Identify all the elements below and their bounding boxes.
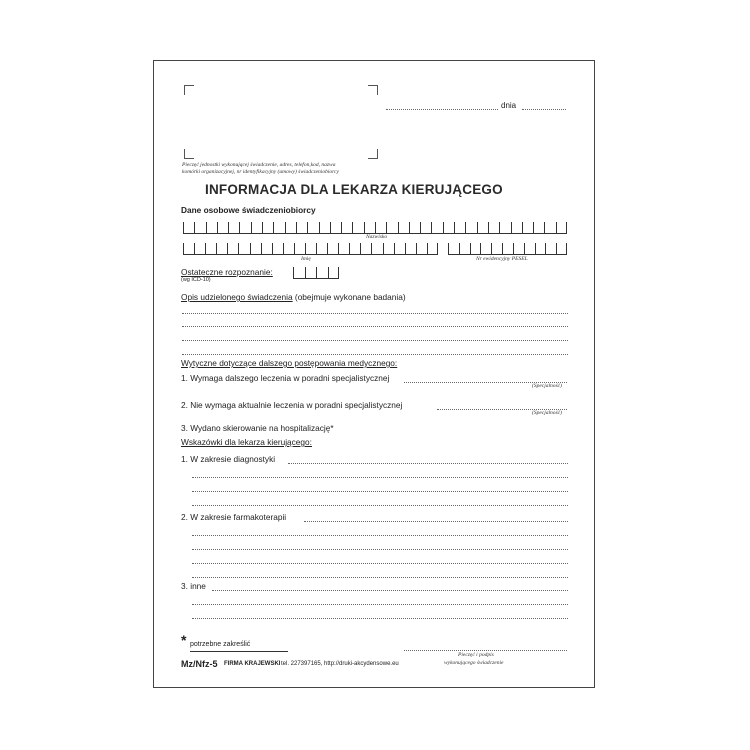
- stamp-corner-bottom-right: [368, 149, 378, 159]
- box-divider: [459, 243, 460, 254]
- box-divider: [375, 222, 376, 233]
- service-line-3[interactable]: [182, 340, 568, 341]
- stamp-corner-top-right: [368, 85, 378, 95]
- service-line-1[interactable]: [182, 313, 568, 314]
- box-divider: [228, 222, 229, 233]
- box-divider: [316, 267, 317, 278]
- box-divider: [250, 243, 251, 254]
- hint2-line-2[interactable]: [192, 535, 568, 536]
- box-divider: [261, 243, 262, 254]
- box-divider: [327, 243, 328, 254]
- form-code: Mz/Nfz-5: [181, 659, 218, 669]
- box-divider: [448, 243, 449, 254]
- box-divider: [535, 243, 536, 254]
- hint3-line-2[interactable]: [192, 604, 568, 605]
- box-divider: [394, 243, 395, 254]
- box-divider: [296, 222, 297, 233]
- box-divider: [360, 243, 361, 254]
- box-divider: [262, 222, 263, 233]
- box-divider: [341, 222, 342, 233]
- service-line-4[interactable]: [182, 354, 568, 355]
- box-divider: [307, 222, 308, 233]
- box-divider: [386, 222, 387, 233]
- pesel-boxes[interactable]: [448, 244, 567, 255]
- hint1-line-1[interactable]: [288, 463, 568, 464]
- company-name: FIRMA KRAJEWSKI: [224, 661, 281, 667]
- name-caption: Imię: [301, 256, 311, 262]
- box-divider: [405, 243, 406, 254]
- box-divider: [272, 243, 273, 254]
- hint3-line-3[interactable]: [192, 618, 568, 619]
- stamp-corner-bottom-left: [184, 149, 194, 159]
- hint1-line-2[interactable]: [192, 477, 568, 478]
- guideline-item-2: 2. Nie wymaga aktualnie leczenia w poradni specjalistycznej: [181, 400, 403, 410]
- hint2-line-1[interactable]: [304, 521, 568, 522]
- item1-specialty-caption: (Specjalność): [532, 383, 562, 389]
- box-divider: [480, 243, 481, 254]
- place-field[interactable]: [386, 109, 498, 110]
- box-divider: [491, 243, 492, 254]
- hints-heading: Wskazówki dla lekarza kierującego:: [181, 437, 312, 447]
- box-divider: [511, 222, 512, 233]
- signature-field[interactable]: [404, 650, 567, 651]
- box-divider: [338, 243, 339, 254]
- box-divider: [499, 222, 500, 233]
- box-divider: [416, 243, 417, 254]
- stamp-caption-line2: komórki organizacyjnej, nr identyfikacyjny (umowy) świadczeniobiorcy: [182, 169, 339, 175]
- box-divider: [437, 243, 438, 254]
- box-divider: [409, 222, 410, 233]
- diagnosis-label: Ostateczne rozpoznanie:: [181, 267, 273, 277]
- hint2-line-4[interactable]: [192, 563, 568, 564]
- box-divider: [305, 243, 306, 254]
- company-contact: tel. 227397165, http://druki-akcydensowe.eu: [281, 661, 399, 667]
- box-divider: [454, 222, 455, 233]
- signature-caption-line1: Pieczęć i podpis: [458, 652, 494, 658]
- box-divider: [544, 222, 545, 233]
- box-divider: [328, 267, 329, 278]
- box-divider: [556, 222, 557, 233]
- date-field[interactable]: [522, 109, 566, 110]
- hint1-line-4[interactable]: [192, 505, 568, 506]
- box-divider: [238, 243, 239, 254]
- hint2-line-5[interactable]: [192, 577, 568, 578]
- box-divider: [305, 267, 306, 278]
- hint-item-3: 3. inne: [181, 581, 206, 591]
- icd10-boxes[interactable]: [293, 268, 339, 279]
- box-divider: [338, 267, 339, 278]
- box-divider: [522, 222, 523, 233]
- form-title: INFORMACJA DLA LEKARZA KIERUJĄCEGO: [205, 182, 503, 197]
- footnote-rule: [190, 651, 288, 652]
- pesel-caption: Nr ewidencyjny PESEL: [476, 256, 528, 262]
- service-label: [181, 292, 406, 302]
- surname-boxes[interactable]: [183, 223, 567, 234]
- box-divider: [227, 243, 228, 254]
- hint1-line-3[interactable]: [192, 491, 568, 492]
- guideline-item-1: 1. Wymaga dalszego leczenia w poradni specjalistycznej: [181, 373, 390, 383]
- stamp-caption-line1: Pieczęć jednostki wykonującej świadczenie, adres, telefon,kod, nazwa: [182, 162, 336, 168]
- box-divider: [371, 243, 372, 254]
- box-divider: [524, 243, 525, 254]
- item2-specialty-caption: (Specjalność): [532, 410, 562, 416]
- service-label-main: Opis udzielonego świadczenia: [181, 292, 293, 302]
- box-divider: [398, 222, 399, 233]
- footnote-asterisk: *: [181, 632, 187, 648]
- form-page: [153, 60, 595, 688]
- box-divider: [545, 243, 546, 254]
- box-divider: [316, 243, 317, 254]
- box-divider: [556, 243, 557, 254]
- stamp-corner-top-left: [184, 85, 194, 95]
- service-label-note: (obejmuje wykonane badania): [292, 292, 406, 302]
- box-divider: [352, 222, 353, 233]
- box-divider: [330, 222, 331, 233]
- service-line-2[interactable]: [182, 326, 568, 327]
- box-divider: [293, 267, 294, 278]
- box-divider: [319, 222, 320, 233]
- box-divider: [431, 222, 432, 233]
- guideline-item-3: 3. Wydano skierowanie na hospitalizację*: [181, 423, 334, 433]
- box-divider: [566, 222, 567, 233]
- box-divider: [205, 243, 206, 254]
- box-divider: [194, 222, 195, 233]
- box-divider: [183, 222, 184, 233]
- box-divider: [216, 243, 217, 254]
- diagnosis-note: (wg ICD-10): [181, 277, 211, 283]
- hint-item-2: 2. W zakresie farmakoterapii: [181, 512, 287, 522]
- box-divider: [217, 222, 218, 233]
- box-divider: [251, 222, 252, 233]
- box-divider: [470, 243, 471, 254]
- personal-heading: Dane osobowe świadczeniobiorcy: [181, 205, 316, 215]
- box-divider: [513, 243, 514, 254]
- box-divider: [533, 222, 534, 233]
- box-divider: [273, 222, 274, 233]
- box-divider: [349, 243, 350, 254]
- box-divider: [427, 243, 428, 254]
- box-divider: [383, 243, 384, 254]
- surname-caption: Nazwisko: [366, 234, 388, 240]
- hint-item-1: 1. W zakresie diagnostyki: [181, 454, 276, 464]
- box-divider: [294, 243, 295, 254]
- box-divider: [465, 222, 466, 233]
- box-divider: [194, 243, 195, 254]
- box-divider: [443, 222, 444, 233]
- box-divider: [566, 243, 567, 254]
- box-divider: [364, 222, 365, 233]
- box-divider: [420, 222, 421, 233]
- box-divider: [502, 243, 503, 254]
- name-boxes[interactable]: [183, 244, 438, 255]
- box-divider: [206, 222, 207, 233]
- date-label: dnia: [501, 101, 517, 110]
- hint2-line-3[interactable]: [192, 549, 568, 550]
- box-divider: [283, 243, 284, 254]
- box-divider: [183, 243, 184, 254]
- footnote-text: potrzebne zakreślić: [190, 641, 251, 648]
- box-divider: [488, 222, 489, 233]
- signature-caption-line2: wykonującego świadczenie: [444, 660, 504, 666]
- guidelines-heading: Wytyczne dotyczące dalszego postępowania medycznego:: [181, 358, 398, 368]
- box-divider: [239, 222, 240, 233]
- box-divider: [477, 222, 478, 233]
- hint3-line-1[interactable]: [212, 590, 568, 591]
- box-divider: [285, 222, 286, 233]
